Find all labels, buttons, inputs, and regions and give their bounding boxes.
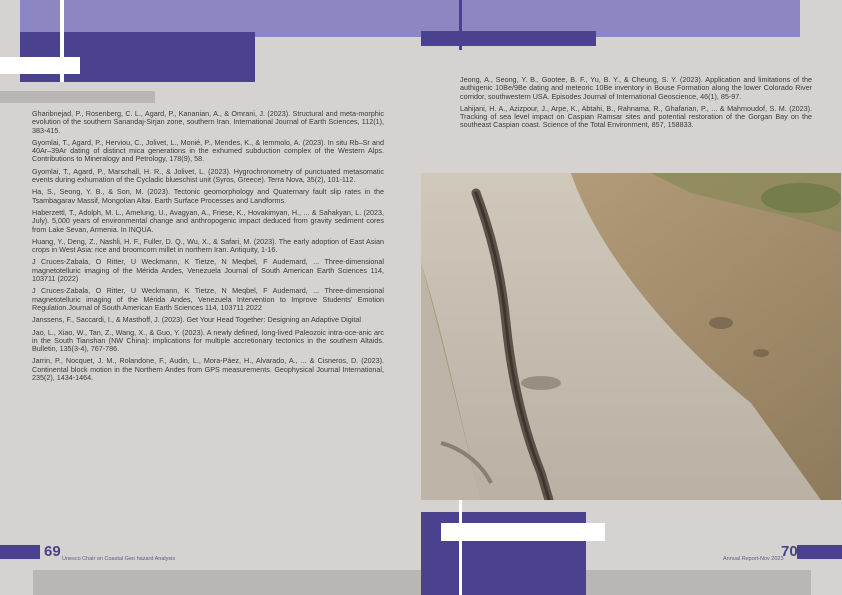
reference-item: J Cruces-Zabala, O Ritter, U Weckmann, K Tietze, N Meqbel, F Audemard, ... Three-dimensional magnetotelluric imaging of the Mérida Andes, Venezuela Journal of South American Earth Sciences 114, 103711 (2022)	[32, 257, 384, 284]
reference-item: Jao, L., Xiao, W., Tan, Z., Wang, X., & Guo, Y. (2023). A newly defined, long-lived Paleozoic intra-oce-anic arc in the South Tianshan (NW China): implications for multiple accretionary tectonics in the southern Altaids. Bulletin, 135(3-4), 767-786.	[32, 327, 384, 354]
footer-left: Unesco Chair on Coastal Geo hazard Analysis	[62, 556, 176, 562]
left-references	[32, 110, 384, 386]
reference-item: Ha, S., Seong, Y. B., & Son, M. (2023). Tectonic geomorphology and Quaternary fault slip rates in the Tsambagarav Massif, Mongolian Altai. Earth Surface Processes and Landforms.	[32, 187, 384, 205]
top-right-dark-block	[421, 31, 596, 46]
reference-item: Janssens, F., Saccardi, I., & Masthoff, J. (2023). Get Your Head Together: Designing an Adaptive Digital	[32, 315, 361, 325]
top-left-white-bar	[0, 57, 80, 74]
reference-item: Gharibnejad, P., Rosenberg, C. L., Agard, P., Kananian, A., & Omrani, J. (2023). Structural and meta-morphic evolution of the southern Sanandaj-Sirjan zone, southern Iran. International Journal of Earth Sciences, 112(1), 383-415.	[32, 109, 384, 135]
reference-item: Jeong, A., Seong, Y. B., Gootee, B. F., Yu, B. Y., & Cheung, S. Y. (2023). Application and limitations of the authigenic 10Be/9Be dating and meteoric 10Be inventory in Bouse Formation along the lower Colorado River corridor, southwestern USA. Episodes Journal of International Geoscience, 46(1), 85-97.	[460, 75, 812, 101]
footer-right: Annual Report-Nov 2023	[723, 556, 784, 562]
reference-item: Gyomlai, T., Agard, P., Marschall, H. R., & Jolivet, L. (2023). Hygrochronometry of punctuated metasomatic events during exhumation of the Cycladic blueschist unit (Syros, Greece). Terra Nova, 35(2), 101-112.	[32, 166, 384, 185]
top-center-vertical-line	[459, 0, 462, 50]
page-number-left: 69	[44, 543, 61, 560]
reference-item: Lahijani, H. A., Azizpour, J., Arpe, K., Abtahi, B., Rahnama, R., Ghafarian, P., ... & Mahmoudof, S. M. (2023). Tracking of sea level impact on Caspian Ramsar sites and potential restoration of the Gorgan Bay on the southeast Caspian coast. Science of the Total Environment, 857, 158833.	[460, 103, 812, 130]
dry-channel-photo	[421, 173, 841, 500]
bottom-vertical-line	[459, 500, 462, 595]
reference-item: J Cruces-Zabala, O Ritter, U Weckmann, K Tietze, N Meqbel, F Audemard, ... Three-dimensional magnetotelluric imaging of the Mérida Andes, Venezuela Intervention to Improve Students' Emotion Regulation.Journal of South American Earth Sciences 114, 103711 2022	[32, 286, 384, 312]
top-left-vertical-line	[60, 0, 64, 82]
bottom-left-bar	[0, 545, 40, 559]
bottom-right-bar	[797, 545, 842, 559]
page-number-right: 70	[781, 543, 798, 560]
reference-item: Gyomlai, T., Agard, P., Herviou, C., Jolivet, L., Monié, P., Mendes, K., & Iemmolo, A. (2023). In situ Rb–Sr and 40Ar–39Ar dating of distinct mica generations in the exhumed subduction complex of the Western Alps. Contributions to Mineralogy and Petrology, 178(9), 58.	[32, 137, 384, 164]
right-references	[460, 76, 812, 134]
reference-item: Haberzettl, T., Adolph, M. L., Amelung, U., Avagyan, A., Friese, K., Hovakimyan, H., ... & Sahakyan, L. (2023, July). 5,000 years of environmental change and anthropogenic impact deduced from gravity sediment cores from Lake Sevan, Armenia. In INQUA.	[32, 207, 384, 234]
reference-item: Huang, Y., Deng, Z., Nashli, H. F., Fuller, D. Q., Wu, X., & Safari, M. (2023). The early adoption of East Asian crops in West Asia: rice and broomcorn millet in northern Iran. Antiquity, 1-16.	[32, 236, 384, 255]
reference-item: Jarrin, P., Nocquet, J. M., Rolandone, F., Audin, L., Mora-Páez, H., Alvarado, A., ... & Cisneros, D. (2023). Continental block motion in the Northern Andes from GPS measurements. Geophysical Journal International, 235(2), 1434-1464.	[32, 356, 384, 383]
left-header-grey-band	[0, 91, 155, 103]
bottom-center-white-bar	[441, 523, 605, 541]
